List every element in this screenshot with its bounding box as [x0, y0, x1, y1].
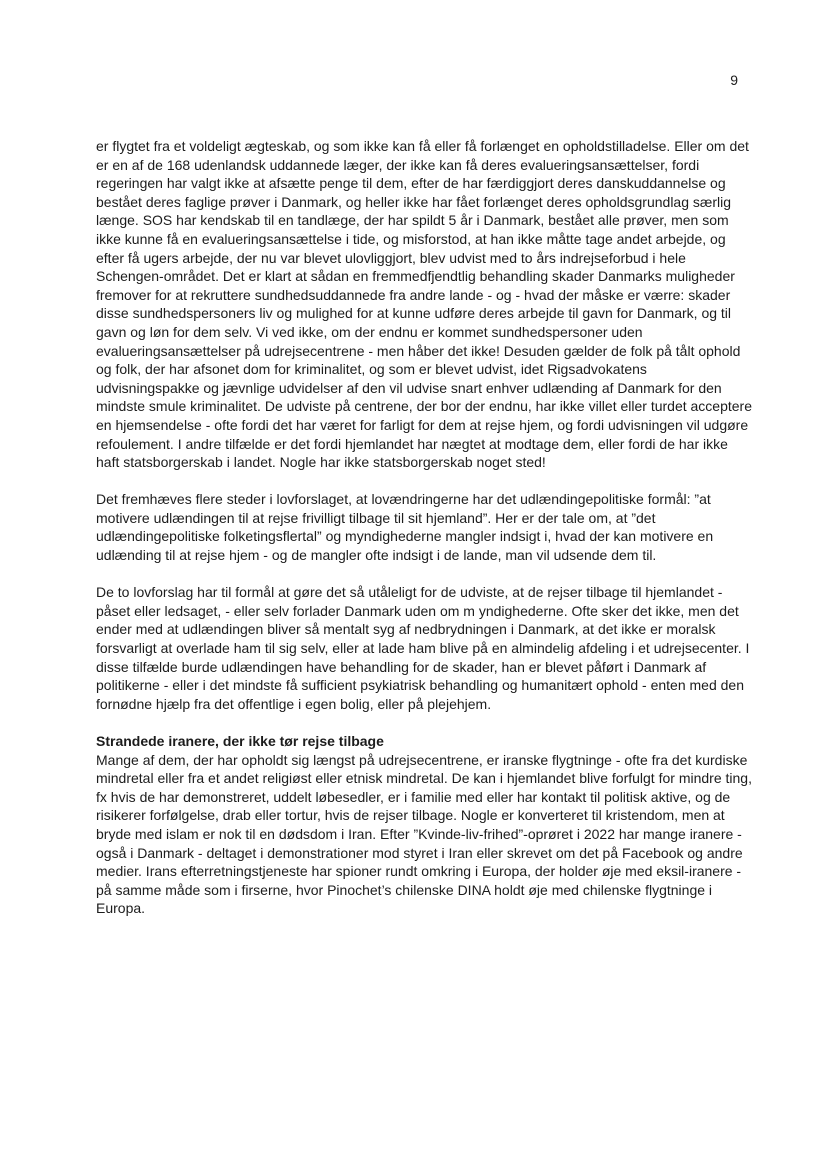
- document-body: [96, 137, 754, 918]
- page-number: 9: [730, 72, 738, 88]
- paragraph: De to lovforslag har til formål at gøre det så utåleligt for de udviste, at de rejser tilbage til hjemlandet - påset eller ledsaget, - eller selv forlader Danmark uden om m yndighederne. Ofte sker det ikke, men det ender med at udlændingen bliver så mentalt syg af nedbrydningen i Danmark, at det ikke er moralsk forsvarligt at overlade ham til sig selv, eller at lade ham blive på en almindelig afdeling i et udrejsecenter. I disse tilfælde burde udlændingen have behandling for de skader, han er blevet påført i Danmark af politikerne - eller i det mindste få sufficient psykiatrisk behandling og humanitært ophold - enten med den fornødne hjælp fra det offentlige i egen bolig, eller på plejehjem.: [96, 584, 750, 712]
- section-paragraph: Mange af dem, der har opholdt sig længst på udrejsecentrene, er iranske flygtninge - ofte fra det kurdiske mindretal eller fra et andet religiøst eller etnisk mindretal. De kan i hjemlandet blive forfulgt for mindre ting, fx hvis de har demonstreret, uddelt løbesedler, er i familie med eller har kontakt til politisk aktive, og de risikerer forfølgelse, drab eller tortur, hvis de rejser tilbage. Nogle er konverteret til kristendom, men at bryde med islam er nok til en dødsdom i Iran. Efter ”Kvinde-liv-frihed”-oprøret i 2022 har mange iranere - også i Danmark - deltaget i demonstrationer mod styret i Iran eller skrevet om det på Facebook og andre medier. Irans efterretningstjeneste har spioner rundt omkring i Europa, der holder øje med eksil-iranere - på samme måde som i firserne, hvor Pinochet’s chilenske DINA holdt øje med chilenske flygtninge i Europa.: [96, 751, 752, 917]
- paragraph: Det fremhæves flere steder i lovforslaget, at lovændringerne har det udlændingepolitiske formål: ”at motivere udlændingen til at rejse frivilligt tilbage til sit hjemland”. Her er der tale om, at ”det udlændingepolitiske folketingsflertal” og myndighederne mangler indsigt i, hvad der kan motivere en udlænding til at rejse hjem - og de mangler ofte indsigt i de lande, man vil udsende dem til.: [96, 491, 714, 564]
- section-heading: Strandede iranere, der ikke tør rejse tilbage: [96, 733, 384, 749]
- paragraph: er flygtet fra et voldeligt ægteskab, og som ikke kan få eller få forlænget en opholdstilladelse. Eller om det er en af de 168 udenlandsk uddannede læger, der ikke kan få deres evalueringsansættelser, fordi regeringen har valgt ikke at afsætte penge til dem, efter de har færdiggjort deres danskuddannelse og bestået deres faglige prøver i Danmark, og heller ikke har fået forlænget deres opholdsgrundlag særlig længe. SOS har kendskab til en tandlæge, der har spildt 5 år i Danmark, bestået alle prøver, men som ikke kunne få en evalueringsansættelse i tide, og misforstod, at han ikke måtte tage andet arbejde, og efter få ugers arbejde, der nu var blevet ulovliggjort, blev udvist med to års indrejseforbud i hele Schengen-området. Det er klart at sådan en fremmedfjendtlig behandling skader Danmarks muligheder fremover for at rekruttere sundhedsuddannede fra andre lande - og - hvad der måske er værre: skader disse sundhedspersoners liv og mulighed for at kunne udføre deres arbejde til gavn for Danmark, og til gavn og løn for dem selv. Vi ved ikke, om der endnu er kommet sundhedspersoner uden evalueringsansættelser på udrejsecentrene - men håber det ikke! Desuden gælder de folk på tålt ophold og folk, der har afsonet dom for kriminalitet, og som er blevet udvist, idet Rigsadvokatens udvisningspakke og jævnlige udvidelser af den vil udvise snart enhver udlænding af Danmark for den mindste smule kriminalitet. De udviste på centrene, der bor der endnu, har ikke villet eller turdet acceptere en hjemsendelse - ofte fordi det har været for farligt for dem at rejse hjem, og fordi udvisningen vil udgøre refoulement. I andre tilfælde er det fordi hjemlandet har nægtet at modtage dem, eller fordi de har ikke haft statsborgerskab i landet. Nogle har ikke statsborgerskab noget sted!: [96, 138, 752, 471]
